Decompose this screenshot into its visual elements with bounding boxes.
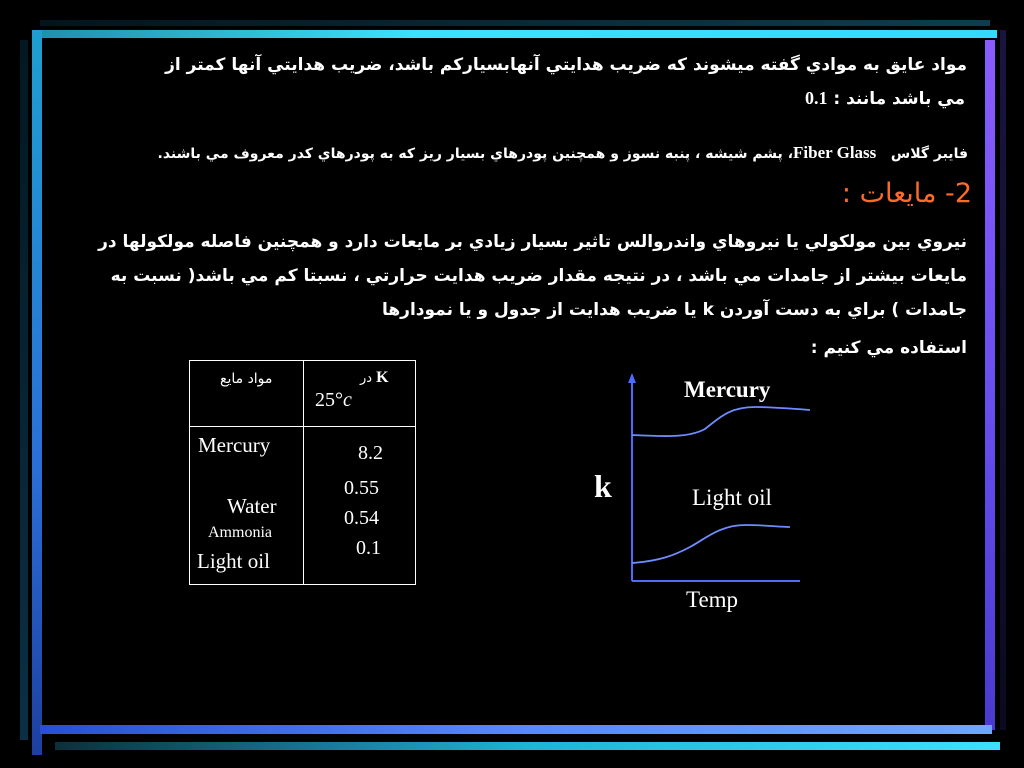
frame-left-dark-bar	[20, 40, 28, 740]
graph-curve-light-oil	[632, 525, 790, 563]
conductivity-temperature-graph	[580, 365, 820, 625]
graph-curve-mercury	[632, 407, 810, 436]
table-header-temp-value: 25°	[315, 389, 343, 411]
paragraph-liquids: نيروي بين مولكولي يا نيروهاي واندروالس تاثير بسيار زيادي بر مايعات دارد و همچنين فاصله مولكولها در مايعات بيشتر از جامدات مي باشد ، در نتيجه مقدار ضريب هدايت حرارتي ، نسبتا كم مي باشد( نسبت به جامدات ) براي به دست آوردن k يا ضريب هدايت از جدول و يا نمودارها	[98, 232, 967, 320]
graph-label-light-oil: Light oil	[692, 485, 772, 510]
examples-fiberglass-persian: فايبر گلاس	[890, 146, 968, 162]
graph-y-label: k	[594, 468, 612, 504]
examples-fiberglass-latin: Fiber Glass	[793, 143, 877, 162]
table-row-value: 0.1	[356, 537, 381, 559]
section-heading-liquids: 2- مايعات :	[841, 178, 972, 209]
examples-rest: ، پشم شيشه ، پنبه نسوز و همچنين پودرهاي بسيار ريز كه به پودرهاي كدر معروف مي باشند.	[157, 146, 794, 162]
table-header-temp-unit: c	[343, 389, 352, 411]
table-row-value: 0.54	[344, 507, 379, 529]
table-row-name: Mercury	[198, 433, 271, 457]
graph-label-mercury: Mercury	[684, 377, 771, 402]
frame-right-purple-bar	[985, 40, 995, 730]
table-header-divider	[190, 426, 415, 427]
table-header-k	[360, 369, 389, 387]
frame-right-dark-bar	[1000, 30, 1006, 730]
graph-x-label: Temp	[686, 587, 739, 612]
frame-top-cyan-bar	[32, 30, 997, 38]
paragraph-insulators: مواد عايق به موادي گفته ميشوند كه ضريب هدايتي آنهابسياركم باشد، ضريب هدايتي آنها كمتر از	[165, 55, 967, 75]
table-header-material: مواد مايع	[220, 371, 273, 387]
paragraph-insulators-tail	[60, 88, 965, 109]
paragraph-liquids-tail: استفاده مي كنيم :	[810, 338, 967, 358]
table-row-value: 0.55	[344, 477, 379, 499]
paragraph-examples	[50, 143, 968, 163]
table-header-k-word: در	[360, 371, 373, 386]
table-header-k-letter: K	[376, 369, 389, 386]
conductivity-table	[189, 360, 416, 585]
frame-bottom-blue-bar	[40, 725, 992, 734]
frame-left-blue-bar	[32, 30, 42, 755]
paragraph-insulators-tail-text: مي باشد مانند :	[833, 89, 965, 109]
table-row-name: Ammonia	[208, 524, 272, 541]
table-row-name: Light oil	[197, 549, 270, 573]
table-column-divider	[303, 361, 304, 584]
graph-y-axis-arrow	[628, 373, 636, 383]
frame-bottom-cyan-bar	[55, 742, 1000, 750]
table-header-temperature	[315, 389, 352, 412]
paragraph-insulators-symbol: 0.1	[804, 88, 828, 108]
table-row-name: Water	[227, 494, 277, 518]
frame-top-dark-bar	[40, 20, 990, 26]
table-row-value: 8.2	[358, 442, 383, 464]
